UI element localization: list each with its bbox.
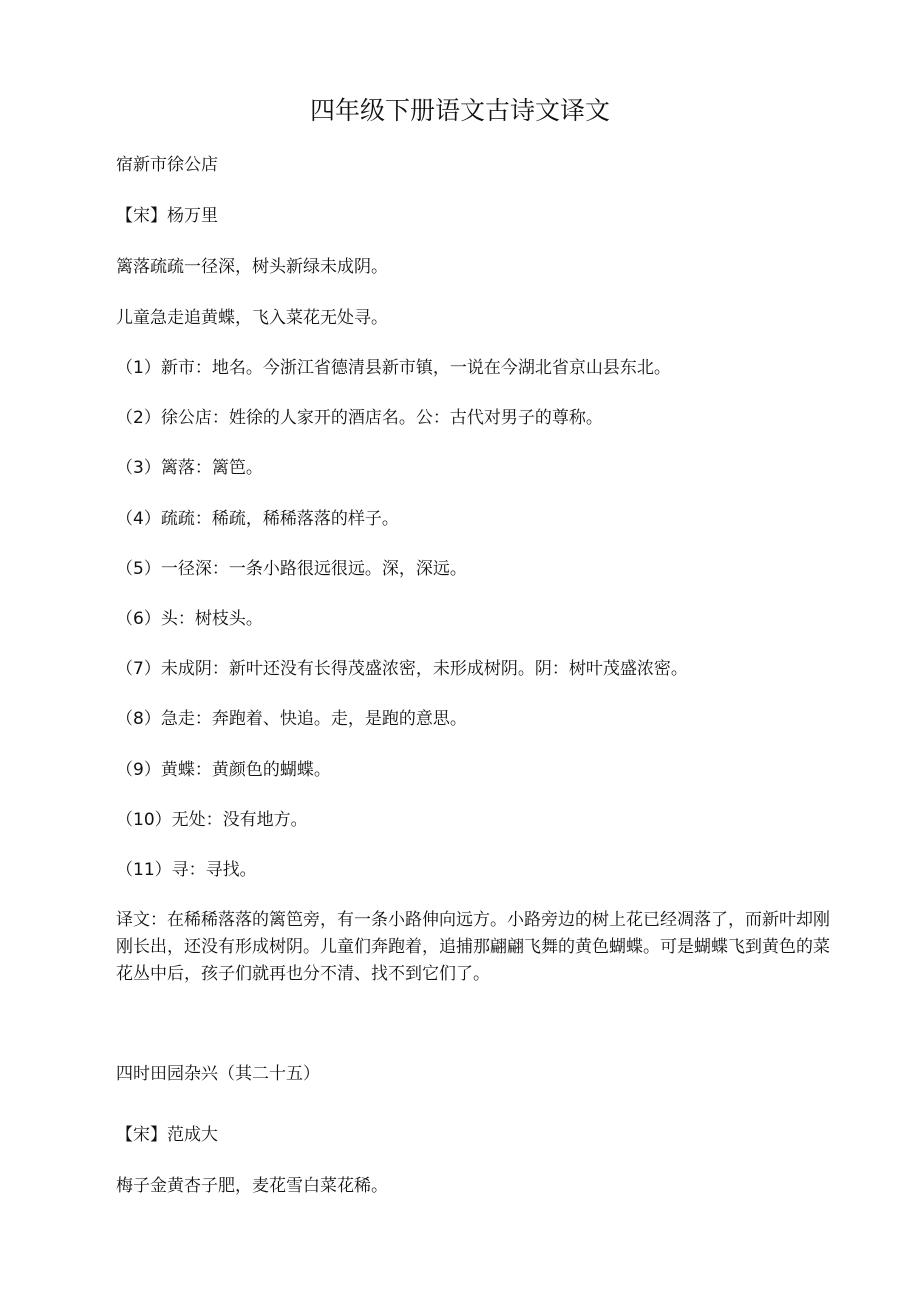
poem1-note-7: （7）未成阴：新叶还没有长得茂盛浓密，未形成树阴。阴：树叶茂盛浓密。 [116,659,688,679]
poem1-note-3: （3）篱落：篱笆。 [116,458,263,478]
poem1-note-11: （11）寻：寻找。 [116,860,257,880]
poem1-title: 宿新市徐公店 [116,155,218,175]
poem1-note-9: （9）黄蝶：黄颜色的蝴蝶。 [116,760,331,780]
poem1-note-8: （8）急走：奔跑着、快追。走，是跑的意思。 [116,709,467,729]
poem1-note-1: （1）新市：地名。今浙江省德清县新市镇，一说在今湖北省京山县东北。 [116,358,671,378]
poem1-note-5: （5）一径深：一条小路很远很远。深，深远。 [116,559,467,579]
poem1-line-2: 儿童急走追黄蝶，飞入菜花无处寻。 [116,308,388,328]
poem2-line-1: 梅子金黄杏子肥，麦花雪白菜花稀。 [116,1176,388,1196]
poem2-author: 【宋】范成大 [116,1125,218,1145]
poem1-line-1: 篱落疏疏一径深，树头新绿未成阴。 [116,257,388,277]
poem1-note-10: （10）无处：没有地方。 [116,810,308,830]
poem2-title: 四时田园杂兴（其二十五） [116,1064,320,1084]
poem1-note-4: （4）疏疏：稀疏，稀稀落落的样子。 [116,509,399,529]
poem1-note-6: （6）头：树枝头。 [116,609,263,629]
page-title: 四年级下册语文古诗文译文 [309,96,610,125]
poem1-translation: 译文：在稀稀落落的篱笆旁，有一条小路伸向远方。小路旁边的树上花已经凋落了，而新叶却刚刚长出，还没有形成树阴。儿童们奔跑着，追捕那翩翩飞舞的黄色蝴蝶。可是蝴蝶飞到黄色的菜花丛中后，孩子们就再也分不清、找不到它们了。 [116,910,830,984]
poem1-note-2: （2）徐公店：姓徐的人家开的酒店名。公：古代对男子的尊称。 [116,408,603,428]
poem1-author: 【宋】杨万里 [116,206,218,226]
